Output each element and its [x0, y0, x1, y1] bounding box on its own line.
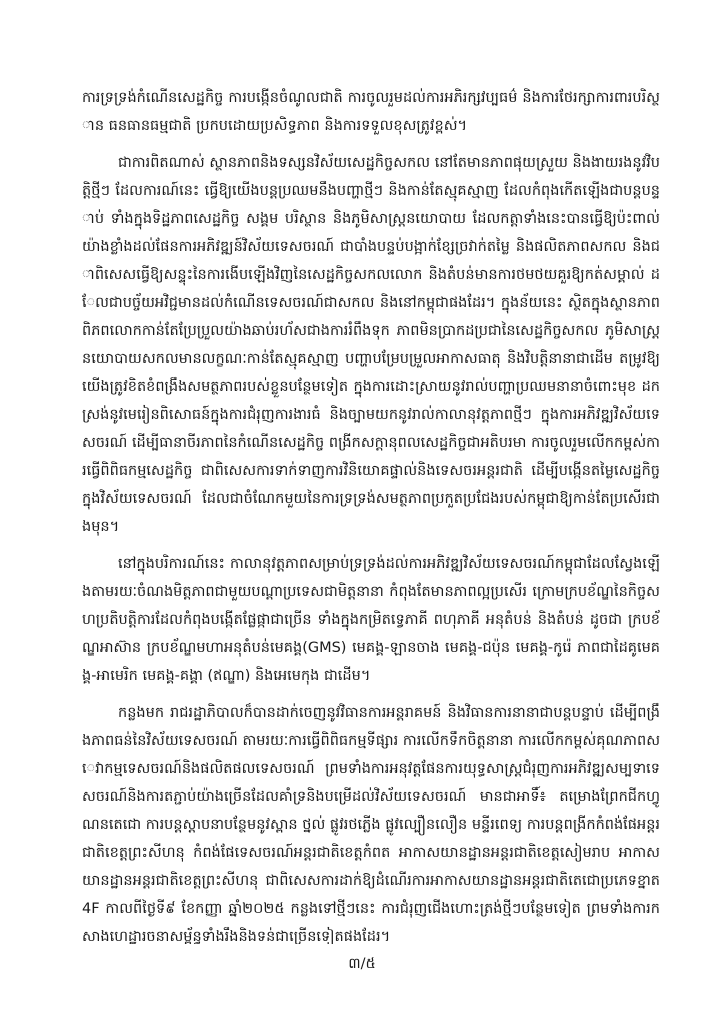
paragraph-1: ការទ្រទ្រង់កំណើនសេដ្ឋកិច្ច ការបង្កើនចំណូលជាតិ ការចូលរួមដល់ការអភិរក្សវប្បធម៌ និងការថែរក្សាការពារបរិស្ថាន ធនធានធម្មជាតិ ប្រកបដោយប្រសិទ្ធភាព និងការទទួលខុសត្រូវខ្ពស់។ [82, 90, 660, 134]
paragraph-4: កន្លងមក រាជរដ្ឋាភិបាលក៏បានដាក់ចេញនូវវិធានការអន្តរាគមន៍ និងវិធានការនានាជាបន្តបន្ទាប់ ដើម្បីពង្រឹងភាពធន់នៃវិស័យទេសចរណ៍ តាមរយៈការធ្វើពិពិធកម្មទីផ្សារ ការលើកទឹកចិត្តនានា ការលើកកម្ពស់គុណភាពសេវាកម្មទេសចរណ៍និងផលិតផលទេសចរណ៍ ព្រមទាំងការអនុវត្តផែនការយុទ្ធសាស្ត្រជំរុញការអភិវឌ្ឍសម្បទាទេសចរណ៍និងការតភ្ជាប់យ៉ាងច្រើនដែលគាំទ្រនិងបម្រើដល់វិស័យទេសចរណ៍ មានជាអាទិ៍៖ តម្រោងព្រែកជីកហ្វូណនតេជោ ការបន្តស្ដាបនាបន្ថែមនូវស្ពាន ថ្នល់ ផ្លូវរថភ្លើង ផ្លូវល្បឿនលឿន មន្ទីរពេទ្យ ការបន្តពង្រីកកំពង់ផែអន្តរជាតិខេត្តព្រះសីហនុ កំពង់ផែទេសចរណ៍អន្តរជាតិខេត្តកំពត អាកាសយានដ្ឋានអន្តរជាតិខេត្តសៀមរាប អាកាសយានដ្ឋានអន្តរជាតិខេត្តព្រះសីហនុ ជាពិសេសការដាក់ឱ្យដំណើរការអាកាសយានដ្ឋានអន្តរជាតិតេជោប្រភេទខ្នាត 4F កាលពីថ្ងៃទី៩ ខែកញ្ញា ឆ្នាំ២០២៥ កន្លងទៅថ្មីៗនេះ ការជំរុញជើងហោះត្រង់ថ្មីៗបន្ថែមទៀត ព្រមទាំងការកសាងហេដ្ឋារចនាសម្ព័ន្ធទាំងរឹងនិងទន់ជាច្រើនទៀតផងដែរ។ [82, 705, 660, 944]
paragraph-3: នៅក្នុងបរិការណ៍នេះ កាលានុវត្តភាពសម្រាប់ទ្រទ្រង់ដល់ការអភិវឌ្ឍវិស័យទេសចរណ៍កម្ពុជាដែលស្វែងឡើងតាមរយៈចំណងមិត្តភាពជាមួយបណ្ដាប្រទេសជាមិត្តនានា កំពុងតែមានភាពល្អប្រសើរ ក្រោមក្របខ័ណ្ឌនៃកិច្ចសហប្រតិបត្តិការដែលកំពុងបង្កើតផ្លែផ្កាជាច្រើន ទាំងក្នុងកម្រិតទ្វេភាគី ពហុភាគី អនុតំបន់ និងតំបន់ ដូចជា ក្របខ័ណ្ឌអាស៊ាន ក្របខ័ណ្ឌមហាអនុតំបន់មេគង្គ(GMS) មេគង្គ-ឡានចាង មេគង្គ-ជប៉ុន មេគង្គ-កូរ៉េ ភាពជាដៃគូមេគង្គ-អាមេរិក មេគង្គ-គង្គា (ឥណ្ឌា) និងអេមេកុង ជាដើម។ [82, 556, 660, 684]
paragraph-2: ជាការពិតណាស់ ស្ថានភាពនិងទស្សនវិស័យសេដ្ឋកិច្ចសកល នៅតែមានភាពផុយស្រួយ និងងាយរងនូវវិបត្តិថ្មីៗ ដែលការណ៍នេះ ធ្វើឱ្យយើងបន្តប្រឈមនឹងបញ្ហាថ្មីៗ និងកាន់តែស្មុគស្មាញ ដែលកំពុងកើតឡើងជាបន្តបន្ទាប់ ទាំងក្នុងទិដ្ឋភាពសេដ្ឋកិច្ច សង្គម បរិស្ថាន និងភូមិសាស្ត្រនយោបាយ ដែលកត្តាទាំងនេះបានធ្វើឱ្យប៉ះពាល់យ៉ាងខ្លាំងដល់ផែនការអភិវឌ្ឍន៍វិស័យទេសចរណ៍ ជាបាំងបន្ទប់បង្អាក់ខ្សែច្រវាក់តម្លៃ និងផលិតភាពសកល និងជាពិសេសធ្វើឱ្យសន្ទុះនៃការងើបឡើងវិញនៃសេដ្ឋកិច្ចសកលលោក និងតំបន់មានការថមថយគួរឱ្យកត់សម្គាល់ ដែលជាបច្ច័យអវិជ្ជមានដល់កំណើនទេសចរណ៍ជាសកល និងនៅកម្ពុជាផងដែរ។ ក្នុងន័យនេះ ស្ថិតក្នុងស្ថានភាពពិភពលោកកាន់តែប្រែប្រួលយ៉ាងឆាប់រហ័សជាងការរំពឹងទុក ភាពមិនប្រាកដប្រជានៃសេដ្ឋកិច្ចសកល ភូមិសាស្ត្រនយោបាយសកលមានលក្ខណៈកាន់តែស្មុគស្មាញ បញ្ហាបម្រែបម្រួលអាកាសធាតុ និងវិបត្តិនានាជាដើម តម្រូវឱ្យយើងត្រូវខិតខំពង្រឹងសមត្ថភាពរបស់ខ្លួនបន្ថែមទៀត ក្នុងការដោះស្រាយនូវរាល់បញ្ហាប្រឈមនានាចំពោះមុខ ដកស្រង់នូវមេរៀនពិសោធន៍ក្នុងការជំរុញការងារធំ និងច្បាមយកនូវរាល់កាលានុវត្តភាពថ្មីៗ ក្នុងការអភិវឌ្ឍវិស័យទេសចរណ៍ ដើម្បីធានាចីរភាពនៃកំណើនសេដ្ឋកិច្ច ពង្រីកសក្តានុពលសេដ្ឋកិច្ចជាអតិបរមា ការចូលរួមលើកកម្ពស់ការធ្វើពិពិធកម្មសេដ្ឋកិច្ច ជាពិសេសការទាក់ទាញការវិនិយោគផ្ទាល់និងទេសចរអន្តរជាតិ ដើម្បីបង្កើនតម្លៃសេដ្ឋកិច្ចក្នុងវិស័យទេសចរណ៍ ដែលជាចំណែកមួយនៃការទ្រទ្រង់សមត្ថភាពប្រកួតប្រជែងរបស់កម្ពុជាឱ្យកាន់តែប្រសើរជាងមុន។ [82, 155, 660, 535]
document-body [82, 84, 660, 944]
page-number: ៣/៥ [348, 956, 376, 972]
